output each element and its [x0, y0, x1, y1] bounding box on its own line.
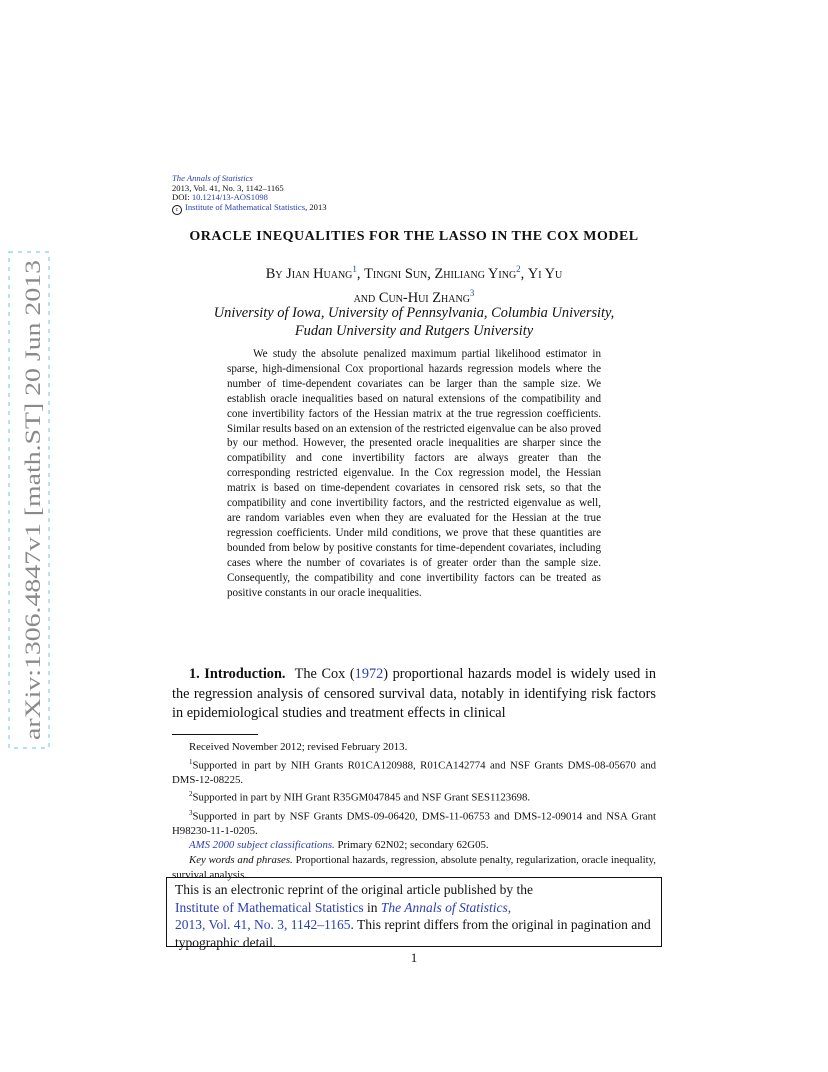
- footnote-text: Supported in part by NIH Grant R35GM047845 and NSF Grant SES1123698.: [192, 791, 531, 804]
- author-name: Jian Huang: [286, 265, 353, 282]
- abstract: [227, 347, 601, 600]
- doi-link[interactable]: 10.1214/13-AOS1098: [191, 192, 268, 203]
- footnote-2: [172, 787, 656, 805]
- introduction-paragraph: [172, 665, 656, 724]
- reprint-text: in: [363, 899, 381, 915]
- by-label: By: [265, 265, 283, 282]
- page-number: 1: [410, 950, 418, 965]
- author-name: Yi Yu: [527, 265, 563, 282]
- copyright-year: , 2013: [305, 201, 327, 212]
- footnote-3: [172, 806, 656, 839]
- affiliation-line: Fudan University and Rutgers University: [294, 323, 534, 339]
- footnote-marker[interactable]: 2: [516, 264, 521, 274]
- intro-text: The Cox (: [294, 666, 355, 682]
- footnotes: [172, 740, 656, 882]
- author-name: Zhiliang Ying: [434, 265, 517, 282]
- footnote-marker[interactable]: 3: [469, 287, 475, 298]
- author-name: Cun-Hui Zhang: [378, 289, 470, 306]
- doi-prefix: DOI:: [172, 192, 192, 203]
- citation-link[interactable]: 1972: [354, 666, 384, 682]
- journal-link[interactable]: The Annals of Statistics: [380, 899, 508, 915]
- volume-link[interactable]: 2013, Vol. 41, No. 3, 1142–1165: [175, 917, 351, 932]
- reprint-notice-box: [166, 877, 662, 950]
- ams-text: Primary 62N02; secondary 62G05.: [334, 839, 489, 852]
- reprint-text: This is an electronic reprint of the original article published by the: [175, 882, 534, 897]
- journal-name-link[interactable]: The Annals of Statistics: [172, 173, 253, 183]
- footnote-text: Supported in part by NSF Grants DMS-09-06420, DMS-11-06753 and DMS-12-09014 and NSA Grant H98230-11-1-0205.: [172, 810, 656, 837]
- arxiv-id-text: arXiv:1306.4847v1 [math.ST] 20 Jun 2013: [20, 351, 45, 740]
- footnote-number: 2: [189, 790, 193, 799]
- ims-link[interactable]: Institute of Mathematical Statistics: [185, 201, 306, 212]
- footnote-1: [172, 755, 656, 788]
- section-heading: 1. Introduction.: [189, 666, 286, 682]
- introduction-section: [172, 665, 656, 724]
- reprint-text: . This reprint differs from the original in pagination and typographic detail.: [175, 917, 651, 950]
- author-list: [0, 260, 828, 308]
- keywords-label: Key words and phrases.: [189, 853, 293, 866]
- received-note: Received November 2012; revised February 2013.: [189, 741, 408, 753]
- footnote-marker[interactable]: 1: [352, 264, 357, 274]
- paper-title: ORACLE INEQUALITIES FOR THE LASSO IN THE COX MODEL: [189, 229, 639, 244]
- footnote-text: Supported in part by NIH Grants R01CA120988, R01CA142774 and NSF Grants DMS-08-05670 and DMS-12-08225.: [172, 759, 656, 786]
- author-line-1: By Jian Huang$^1$, Tingni Sun, Zhiliang Ying$^2$, Yi Yu: [265, 264, 563, 282]
- ams-link[interactable]: AMS 2000 subject classifications.: [189, 839, 335, 852]
- author-name: Tingni Sun: [364, 265, 428, 282]
- footnote-number: 1: [189, 757, 193, 766]
- reprint-comma: ,: [507, 899, 512, 915]
- copyright-line: [172, 203, 327, 215]
- abstract-text: We study the absolute penalized maximum partial likelihood estimator in sparse, high-dimensional Cox proportional hazards regression models where the number of time-dependent covariates can be larger than the sample size. We establish oracle inequalities based on natural extensions of the compatibility and cone invertibility factors of the Hessian matrix at the true regression coefficients. Similar results based on an extension of the restricted eigenvalue can be also proved by our method. However, the presented oracle inequalities are sharper since the compatibility and cone invertibility factors are always greater than the corresponding restricted eigenvalue. In the Cox regression model, the Hessian matrix is based on time-dependent covariates in censored risk sets, so that the compatibility and cone invertibility factors, and the restricted eigenvalue as well, are random variables even when they are evaluated for the Hessian at the true regression coefficients. Under mild conditions, we prove that these quantities are bounded from below by positive constants for time-dependent covariates, including cases where the number of covariates is of greater order than the sample size. Consequently, the compatibility and cone invertibility factors can be treated as positive constants in our oracle inequalities.: [227, 348, 601, 599]
- affiliations: [0, 304, 828, 340]
- ims-link[interactable]: Institute of Mathematical Statistics: [175, 899, 364, 915]
- keywords-text: Proportional hazards, regression, absolute penalty, regularization, oracle inequality, survival analysis.: [172, 853, 656, 881]
- journal-volume-line: 2013, Vol. 41, No. 3, 1142–1165: [172, 182, 284, 193]
- intro-text: ) proportional hazards model is widely used in the regression analysis of censored survival data, notably in identifying risk factors in epidemiological studies and treatment effects in clinical: [172, 666, 656, 721]
- affiliation-line: University of Iowa, University of Pennsylvania, Columbia University,: [213, 305, 615, 321]
- footnote-number: 3: [189, 808, 193, 817]
- copyright-icon: c: [172, 205, 182, 215]
- ams-classification: [172, 838, 656, 853]
- and-label: and: [353, 289, 376, 306]
- journal-header: [172, 174, 327, 215]
- footnote-rule: [172, 734, 258, 735]
